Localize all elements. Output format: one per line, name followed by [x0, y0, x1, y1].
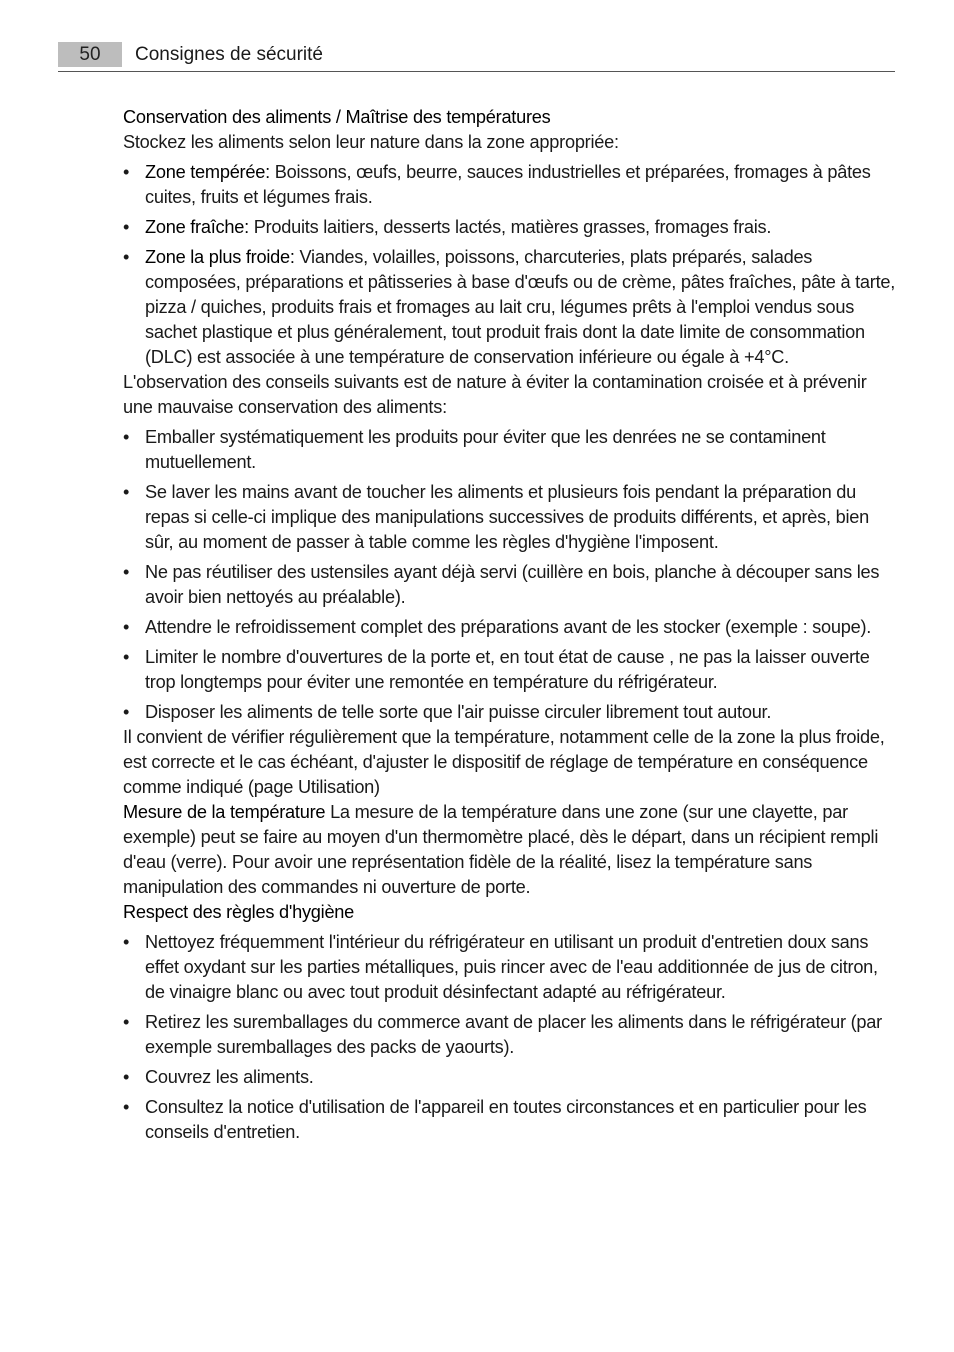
food-storage-intro: Stockez les aliments selon leur nature dans la zone appropriée: — [123, 132, 619, 152]
advice-list — [123, 425, 898, 725]
section-title: Consignes de sécurité — [135, 44, 323, 65]
bullet-icon: • — [123, 247, 130, 267]
bullet-icon: • — [123, 162, 130, 182]
advice-text: Se laver les mains avant de toucher les aliments et plusieurs fois pendant la préparation du repas si celle-ci implique des manipulations successives de produits différents, et après, bien sûr, au moment de passer à table comme les règles d'hygiène l'imposent. — [145, 482, 870, 552]
bullet-icon: • — [123, 617, 130, 637]
advice-intro: L'observation des conseils suivants est de nature à éviter la contamination croisée et à prévenir une mauvaise conservation des aliments: — [123, 372, 867, 417]
list-item — [123, 560, 898, 610]
bullet-icon: • — [123, 427, 130, 447]
list-item — [123, 160, 898, 210]
list-item — [123, 1065, 898, 1090]
hygiene-text: Retirez les suremballages du commerce avant de placer les aliments dans le réfrigérateur (par exemple suremballages des packs de yaourts). — [145, 1012, 882, 1057]
bullet-icon: • — [123, 1067, 130, 1087]
advice-text: Ne pas réutiliser des ustensiles ayant déjà servi (cuillère en bois, planche à découper sans les avoir bien nettoyés au préalable). — [145, 562, 880, 607]
temperature-measurement-paragraph — [123, 800, 898, 900]
list-item — [123, 480, 898, 555]
page-header — [58, 40, 895, 72]
bullet-icon: • — [123, 932, 130, 952]
hygiene-text: Couvrez les aliments. — [145, 1067, 314, 1087]
list-item — [123, 700, 898, 725]
zone-list — [123, 160, 898, 370]
advice-text: Limiter le nombre d'ouvertures de la porte et, en tout état de cause , ne pas la laisser ouverte trop longtemps pour éviter une remontée en température du réfrigérateur. — [145, 647, 870, 692]
advice-text: Disposer les aliments de telle sorte que l'air puisse circuler librement tout autour. — [145, 702, 772, 722]
bullet-icon: • — [123, 1012, 130, 1032]
list-item — [123, 615, 898, 640]
page-number: 50 — [58, 42, 122, 67]
hygiene-heading: Respect des règles d'hygiène — [123, 902, 355, 922]
verify-temperature-paragraph: Il convient de vérifier régulièrement que la température, notamment celle de la zone la plus froide, est correcte et le cas échéant, d'ajuster le dispositif de réglage de température en conséquence comme indiqué (page Utilisation) — [123, 727, 885, 797]
list-item — [123, 425, 898, 475]
zone-text: Viandes, volailles, poissons, charcuteries, plats préparés, salades composées, préparations et pâtisseries à base d'œufs ou de crème, pâtes fraîches, pâte à tarte, pizza / quiches, produits frais et fromages au lait cru, légumes prêts à l'emploi vendus sous sachet plastique et plus généralement, tout produit frais dont la date limite de consommation (DLC) est associée à une température de conservation inférieure ou égale à +4°C. — [145, 247, 896, 367]
temperature-measurement-label: Mesure de la température — [123, 802, 326, 822]
hygiene-list — [123, 930, 898, 1145]
hygiene-text: Consultez la notice d'utilisation de l'appareil en toutes circonstances et en particulier pour les conseils d'entretien. — [145, 1097, 867, 1142]
zone-label: Zone fraîche: — [145, 217, 249, 237]
bullet-icon: • — [123, 482, 130, 502]
bullet-icon: • — [123, 562, 130, 582]
zone-text: Produits laitiers, desserts lactés, matières grasses, fromages frais. — [248, 217, 772, 237]
list-item — [123, 645, 898, 695]
zone-label: Zone la plus froide: — [145, 247, 295, 267]
bullet-icon: • — [123, 702, 130, 722]
list-item — [123, 245, 898, 370]
list-item — [123, 215, 898, 240]
zone-label: Zone tempérée: — [145, 162, 270, 182]
advice-text: Emballer systématiquement les produits pour éviter que les denrées ne se contaminent mutuellement. — [145, 427, 826, 472]
bullet-icon: • — [123, 217, 130, 237]
zone-text: Boissons, œufs, beurre, sauces industrielles et préparées, fromages à pâtes cuites, fruits et légumes frais. — [145, 162, 871, 207]
temperature-measurement-text: La mesure de la température dans une zone (sur une clayette, par exemple) peut se faire au moyen d'un thermomètre placé, dès le départ, dans un récipient rempli d'eau (verre). Pour avoir une représentation fidèle de la réalité, lisez la température sans manipulation des commandes ni ouverture de porte. — [123, 802, 879, 897]
list-item — [123, 1095, 898, 1145]
food-storage-heading: Conservation des aliments / Maîtrise des températures — [123, 107, 551, 127]
page-body — [123, 105, 898, 1150]
advice-text: Attendre le refroidissement complet des préparations avant de les stocker (exemple : soupe). — [145, 617, 872, 637]
list-item — [123, 1010, 898, 1060]
list-item — [123, 930, 898, 1005]
bullet-icon: • — [123, 647, 130, 667]
bullet-icon: • — [123, 1097, 130, 1117]
hygiene-text: Nettoyez fréquemment l'intérieur du réfrigérateur en utilisant un produit d'entretien doux sans effet oxydant sur les parties métalliques, puis rincer avec de l'eau additionnée de jus de citron, de vinaigre blanc ou avec tout produit désinfectant adapté au réfrigérateur. — [145, 932, 878, 1002]
